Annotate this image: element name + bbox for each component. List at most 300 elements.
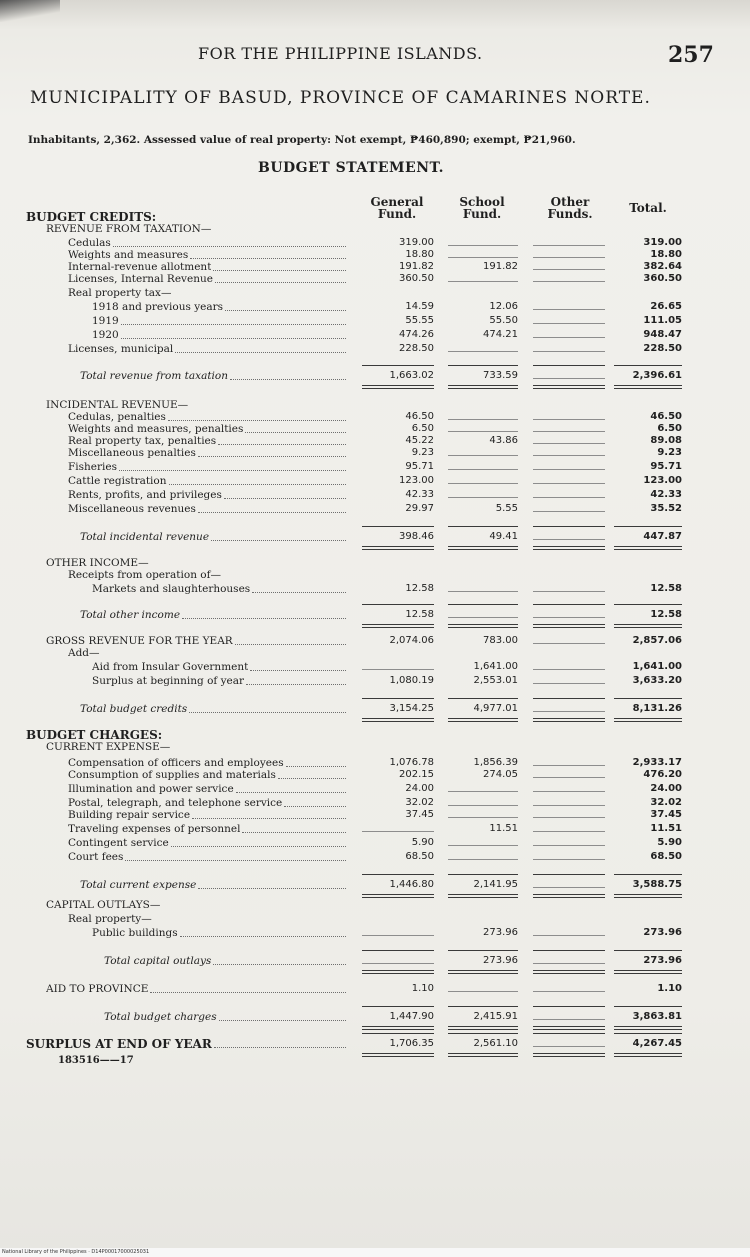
row-label: Surplus at beginning of year [92, 675, 245, 687]
row-label: Total revenue from taxation [80, 370, 228, 382]
empty-cell-dash [362, 935, 434, 937]
table-row [0, 647, 750, 659]
sum-rule [614, 604, 682, 605]
cell-school: 55.50 [489, 315, 518, 326]
empty-cell-dash [533, 431, 605, 433]
row-label: Markets and slaughterhouses [92, 583, 251, 595]
total-double-rule [448, 894, 518, 898]
row-label: Building repair service [68, 809, 191, 821]
table-row [0, 729, 750, 741]
total-double-rule [533, 718, 605, 722]
empty-cell-dash [533, 859, 605, 861]
dot-leader [246, 684, 346, 685]
row-label: REVENUE FROM TAXATION— [46, 223, 212, 235]
table-row [0, 823, 750, 835]
cell-general: 12.58 [405, 609, 434, 620]
sum-rule [448, 1006, 518, 1007]
cell-general: 398.46 [399, 531, 434, 542]
dot-leader [225, 310, 346, 311]
empty-cell-dash [533, 483, 605, 485]
sum-rule [533, 1033, 605, 1034]
table-row [0, 609, 750, 621]
document-title: MUNICIPALITY OF BASUD, PROVINCE OF CAMARINES NORTE. [30, 88, 651, 108]
dot-leader [119, 470, 346, 471]
empty-cell-dash [533, 269, 605, 271]
cell-total: 95.71 [650, 461, 682, 472]
cell-total: 273.96 [643, 927, 682, 938]
total-double-rule [362, 385, 434, 389]
cell-total: 12.58 [650, 583, 682, 594]
cell-total: 3,863.81 [632, 1011, 682, 1022]
sum-rule [448, 698, 518, 699]
empty-cell-dash [533, 1019, 605, 1021]
row-label: Miscellaneous revenues [68, 503, 196, 515]
cell-general: 228.50 [399, 343, 434, 354]
cell-school: 1,856.39 [473, 757, 518, 768]
cell-general: 18.80 [405, 249, 434, 260]
sum-rule [448, 1033, 518, 1034]
table-row [0, 399, 750, 411]
col-other-funds: Other Funds. [547, 195, 593, 221]
empty-cell-dash [533, 711, 605, 713]
cell-total: 68.50 [650, 851, 682, 862]
table-row [0, 851, 750, 863]
row-label: Total incidental revenue [80, 531, 210, 543]
row-label: Fisheries [68, 461, 117, 473]
table-row [0, 927, 750, 939]
table-row [0, 757, 750, 769]
dot-leader [214, 1047, 346, 1048]
total-double-rule [614, 1026, 682, 1030]
cell-general: 55.55 [405, 315, 434, 326]
row-label: INCIDENTAL REVENUE— [46, 399, 189, 411]
total-double-rule [448, 970, 518, 974]
row-label: Cedulas, penalties [68, 411, 166, 423]
empty-cell-dash [448, 859, 518, 861]
total-double-rule [533, 894, 605, 898]
row-label: Total current expense [80, 879, 197, 891]
cell-total: 42.33 [650, 489, 682, 500]
sum-rule [448, 950, 518, 951]
empty-cell-dash [533, 791, 605, 793]
sum-rule [448, 526, 518, 527]
cell-total: 228.50 [643, 343, 682, 354]
dot-leader [245, 432, 346, 433]
cell-general: 191.82 [399, 261, 434, 272]
total-double-rule [533, 546, 605, 550]
cell-total: 360.50 [643, 273, 682, 284]
table-row [0, 703, 750, 715]
dot-leader [242, 832, 346, 833]
table-row [0, 879, 750, 891]
sum-rule [362, 1006, 434, 1007]
cell-general: 32.02 [405, 797, 434, 808]
sum-rule [448, 874, 518, 875]
sum-rule [614, 950, 682, 951]
total-double-rule [362, 718, 434, 722]
cell-general: 474.26 [399, 329, 434, 340]
table-row [0, 503, 750, 515]
cell-general: 319.00 [399, 237, 434, 248]
cell-general: 1,663.02 [389, 370, 434, 381]
empty-cell-dash [533, 511, 605, 513]
sum-rule [533, 874, 605, 875]
sum-rule [614, 526, 682, 527]
row-label: Illumination and power service [68, 783, 234, 795]
table-row [0, 769, 750, 781]
row-label: Consumption of supplies and materials [68, 769, 276, 781]
cell-total: 273.96 [643, 955, 682, 966]
table-row [0, 435, 750, 447]
table-row [0, 329, 750, 341]
dot-leader [213, 964, 346, 965]
cell-total: 2,857.06 [632, 635, 682, 646]
cell-school: 733.59 [483, 370, 518, 381]
cell-school: 783.00 [483, 635, 518, 646]
total-double-rule [533, 1053, 605, 1057]
empty-cell-dash [533, 765, 605, 767]
cell-school: 2,561.10 [473, 1038, 518, 1049]
empty-cell-dash [448, 431, 518, 433]
cell-general: 1,076.78 [389, 757, 434, 768]
row-label: Weights and measures, penalties [68, 423, 244, 435]
statement-title: BUDGET STATEMENT. [258, 160, 445, 176]
empty-cell-dash [533, 777, 605, 779]
total-double-rule [362, 1053, 434, 1057]
cell-total: 476.20 [643, 769, 682, 780]
cell-general: 68.50 [405, 851, 434, 862]
empty-cell-dash [448, 617, 518, 619]
empty-cell-dash [533, 683, 605, 685]
cell-school: 1,641.00 [473, 661, 518, 672]
total-double-rule [533, 1026, 605, 1030]
cell-school: 5.55 [495, 503, 518, 514]
empty-cell-dash [448, 591, 518, 593]
total-double-rule [362, 1026, 434, 1030]
row-label: Contingent service [68, 837, 169, 849]
table-row [0, 783, 750, 795]
cell-school: 274.05 [483, 769, 518, 780]
sum-rule [448, 604, 518, 605]
table-row [0, 569, 750, 581]
row-label: AID TO PROVINCE [46, 983, 149, 995]
row-label: Real property tax— [68, 287, 172, 299]
total-double-rule [533, 970, 605, 974]
cell-total: 948.47 [643, 329, 682, 340]
sum-rule [362, 1033, 434, 1034]
cell-total: 447.87 [643, 531, 682, 542]
total-double-rule [448, 546, 518, 550]
table-row [0, 809, 750, 821]
empty-cell-dash [533, 323, 605, 325]
empty-cell-dash [533, 257, 605, 259]
sum-rule [362, 698, 434, 699]
cell-school: 11.51 [489, 823, 518, 834]
dot-leader [189, 712, 346, 713]
sum-rule [533, 950, 605, 951]
empty-cell-dash [448, 991, 518, 993]
cell-total: 1.10 [657, 983, 682, 994]
row-label: Miscellaneous penalties [68, 447, 196, 459]
empty-cell-dash [533, 831, 605, 833]
print-code: 183516——17 [58, 1055, 134, 1066]
empty-cell-dash [533, 1046, 605, 1048]
row-label: OTHER INCOME— [46, 557, 149, 569]
cell-school: 474.21 [483, 329, 518, 340]
dot-leader [213, 270, 346, 271]
cell-general: 123.00 [399, 475, 434, 486]
table-row [0, 475, 750, 487]
cell-school: 49.41 [489, 531, 518, 542]
row-label: Licenses, municipal [68, 343, 174, 355]
sum-rule [533, 1006, 605, 1007]
cell-total: 111.05 [643, 315, 682, 326]
cell-general: 1,447.90 [389, 1011, 434, 1022]
dot-leader [121, 338, 346, 339]
cell-general: 1,080.19 [389, 675, 434, 686]
cell-general: 95.71 [405, 461, 434, 472]
cell-school: 43.86 [489, 435, 518, 446]
empty-cell-dash [533, 539, 605, 541]
table-row [0, 983, 750, 995]
sum-rule [614, 874, 682, 875]
row-label: 1918 and previous years [92, 301, 224, 313]
empty-cell-dash [533, 617, 605, 619]
empty-cell-dash [448, 281, 518, 283]
row-label: Rents, profits, and privileges [68, 489, 222, 501]
cell-total: 35.52 [650, 503, 682, 514]
running-head: FOR THE PHILIPPINE ISLANDS. [198, 44, 483, 63]
dot-leader [125, 860, 346, 861]
sum-rule [614, 365, 682, 366]
table-row [0, 899, 750, 911]
cell-total: 18.80 [650, 249, 682, 260]
table-row [0, 249, 750, 261]
empty-cell-dash [448, 245, 518, 247]
row-label: Cattle registration [68, 475, 167, 487]
cell-school: 4,977.01 [473, 703, 518, 714]
cell-total: 1,641.00 [632, 661, 682, 672]
empty-cell-dash [533, 643, 605, 645]
empty-cell-dash [533, 455, 605, 457]
table-row [0, 583, 750, 595]
cell-general: 42.33 [405, 489, 434, 500]
empty-cell-dash [533, 591, 605, 593]
total-double-rule [533, 624, 605, 628]
sum-rule [362, 874, 434, 875]
total-double-rule [448, 624, 518, 628]
table-row [0, 1011, 750, 1023]
cell-general: 6.50 [411, 423, 434, 434]
dot-leader [182, 618, 346, 619]
cell-school: 191.82 [483, 261, 518, 272]
cell-school: 12.06 [489, 301, 518, 312]
cell-total: 11.51 [650, 823, 682, 834]
cell-school: 273.96 [483, 955, 518, 966]
row-label: Total capital outlays [104, 955, 212, 967]
empty-cell-dash [533, 669, 605, 671]
table-row [0, 411, 750, 423]
empty-cell-dash [362, 963, 434, 965]
table-row [0, 741, 750, 753]
empty-cell-dash [533, 963, 605, 965]
cell-total: 5.90 [657, 837, 682, 848]
total-double-rule [614, 624, 682, 628]
cell-total: 8,131.26 [632, 703, 682, 714]
cell-school: 2,415.91 [473, 1011, 518, 1022]
empty-cell-dash [448, 497, 518, 499]
row-label: BUDGET CHARGES: [26, 729, 163, 741]
dot-leader [211, 540, 346, 541]
dot-leader [215, 282, 346, 283]
total-double-rule [614, 1053, 682, 1057]
table-row [0, 287, 750, 299]
cell-general: 24.00 [405, 783, 434, 794]
empty-cell-dash [448, 455, 518, 457]
inhabitants-line: Inhabitants, 2,362. Assessed value of real property: Not exempt, ₱460,890; exempt, ₱21,960. [28, 134, 576, 146]
sum-rule [448, 365, 518, 366]
cell-general: 12.58 [405, 583, 434, 594]
cell-general: 14.59 [405, 301, 434, 312]
empty-cell-dash [533, 935, 605, 937]
cell-school: 2,553.01 [473, 675, 518, 686]
sum-rule [614, 698, 682, 699]
cell-total: 37.45 [650, 809, 682, 820]
row-label: Total budget charges [104, 1011, 217, 1023]
empty-cell-dash [533, 309, 605, 311]
row-label: Compensation of officers and employees [68, 757, 284, 769]
col-total: Total. [629, 201, 667, 215]
empty-cell-dash [362, 669, 434, 671]
empty-cell-dash [448, 817, 518, 819]
dot-leader [224, 498, 346, 499]
sum-rule [362, 365, 434, 366]
scan-edge-shadow [0, 0, 60, 22]
cell-general: 1,706.35 [389, 1038, 434, 1049]
table-row [0, 447, 750, 459]
cell-general: 45.22 [405, 435, 434, 446]
dot-leader [218, 444, 346, 445]
empty-cell-dash [448, 257, 518, 259]
dot-leader [192, 818, 346, 819]
table-row [0, 301, 750, 313]
row-label: Receipts from operation of— [68, 569, 222, 581]
dot-leader [286, 766, 346, 767]
cell-total: 6.50 [657, 423, 682, 434]
cell-total: 46.50 [650, 411, 682, 422]
cell-total: 32.02 [650, 797, 682, 808]
cell-general: 1.10 [411, 983, 434, 994]
total-double-rule [448, 1053, 518, 1057]
cell-school: 2,141.95 [473, 879, 518, 890]
empty-cell-dash [533, 805, 605, 807]
table-row [0, 370, 750, 382]
row-label: Real property tax, penalties [68, 435, 217, 447]
table-row [0, 635, 750, 647]
table-row [0, 461, 750, 473]
table-row [0, 661, 750, 673]
dot-leader [169, 484, 346, 485]
row-label: Court fees [68, 851, 124, 863]
sum-rule [614, 1006, 682, 1007]
sum-rule [362, 526, 434, 527]
empty-cell-dash [448, 483, 518, 485]
table-row [0, 343, 750, 355]
row-label: Postal, telegraph, and telephone service [68, 797, 283, 809]
row-label: BUDGET CREDITS: [26, 211, 157, 223]
cell-total: 12.58 [650, 609, 682, 620]
page-number: 257 [668, 42, 714, 68]
dot-leader [230, 379, 346, 380]
empty-cell-dash [533, 419, 605, 421]
table-row [0, 489, 750, 501]
table-row [0, 423, 750, 435]
col-general-fund: General Fund. [370, 195, 424, 221]
row-label: Weights and measures [68, 249, 189, 261]
dot-leader [150, 992, 346, 993]
cell-total: 319.00 [643, 237, 682, 248]
total-double-rule [448, 1026, 518, 1030]
sum-rule [614, 1033, 682, 1034]
table-row [0, 557, 750, 569]
dot-leader [190, 258, 346, 259]
empty-cell-dash [533, 497, 605, 499]
empty-cell-dash [533, 469, 605, 471]
cell-general: 202.15 [399, 769, 434, 780]
total-double-rule [362, 624, 434, 628]
empty-cell-dash [448, 351, 518, 353]
cell-total: 89.08 [650, 435, 682, 446]
empty-cell-dash [533, 245, 605, 247]
table-row [0, 237, 750, 249]
cell-total: 4,267.45 [632, 1038, 682, 1049]
total-double-rule [614, 718, 682, 722]
empty-cell-dash [533, 281, 605, 283]
empty-cell-dash [533, 887, 605, 889]
table-row [0, 797, 750, 809]
empty-cell-dash [448, 791, 518, 793]
row-label: SURPLUS AT END OF YEAR [26, 1038, 212, 1050]
empty-cell-dash [362, 831, 434, 833]
dot-leader [219, 1020, 346, 1021]
dot-leader [168, 420, 346, 421]
cell-general: 5.90 [411, 837, 434, 848]
total-double-rule [614, 385, 682, 389]
dot-leader [250, 670, 346, 671]
row-label: Add— [68, 647, 100, 659]
cell-general: 29.97 [405, 503, 434, 514]
cell-total: 123.00 [643, 475, 682, 486]
empty-cell-dash [448, 805, 518, 807]
total-double-rule [533, 385, 605, 389]
dot-leader [235, 644, 346, 645]
dot-leader [198, 888, 346, 889]
sum-rule [362, 604, 434, 605]
dot-leader [113, 246, 346, 247]
table-row [0, 315, 750, 327]
sum-rule [533, 698, 605, 699]
empty-cell-dash [448, 419, 518, 421]
dot-leader [198, 456, 346, 457]
empty-cell-dash [533, 337, 605, 339]
dot-leader [278, 778, 346, 779]
dot-leader [284, 806, 346, 807]
cell-total: 26.65 [650, 301, 682, 312]
empty-cell-dash [448, 845, 518, 847]
sum-rule [362, 950, 434, 951]
empty-cell-dash [533, 845, 605, 847]
total-double-rule [362, 894, 434, 898]
